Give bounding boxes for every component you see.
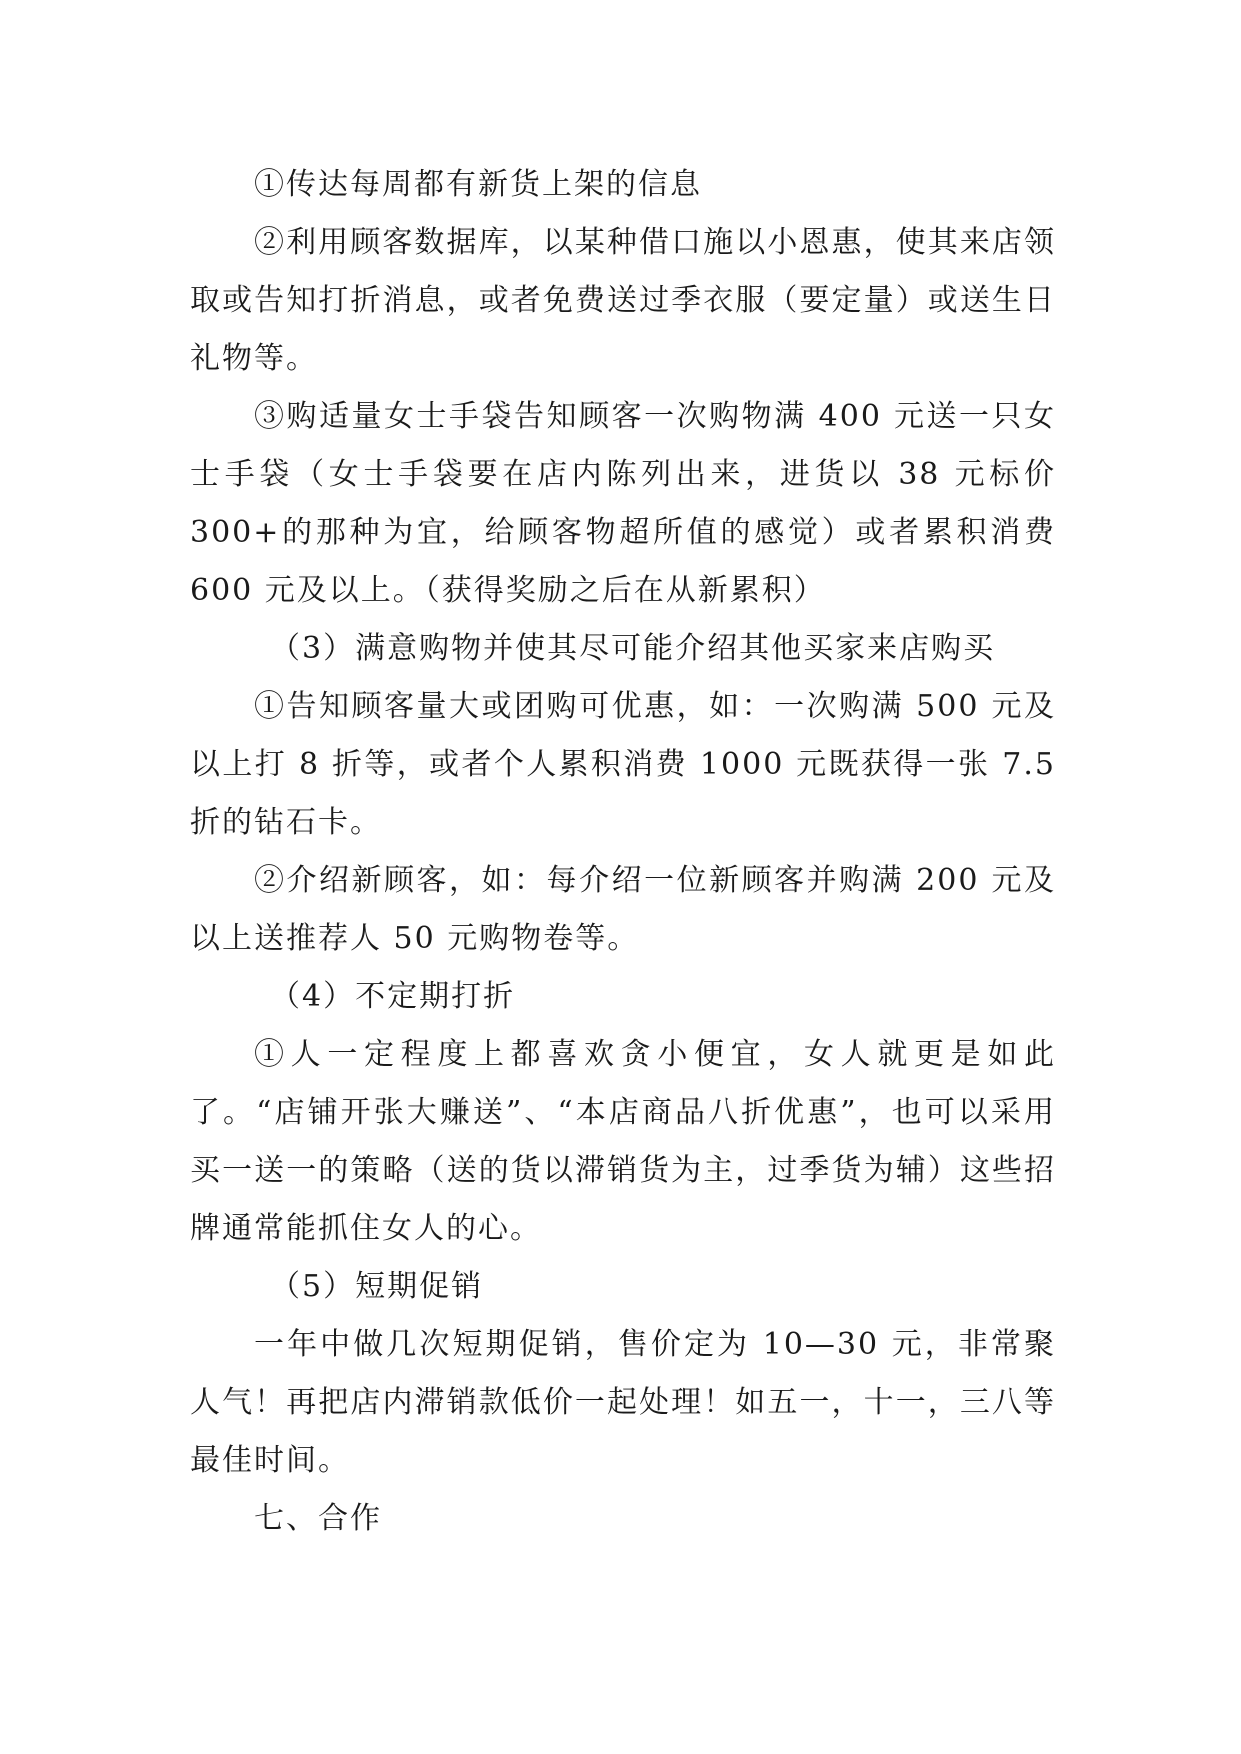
paragraph-item-3-handbag: ③购适量女士手袋告知顾客一次购物满 400 元送一只女士手袋（女士手袋要在店内陈列出来，进货以 38 元标价 300+的那种为宜，给顾客物超所值的感觉）或者累积消费 600 元及以上。（获得奖励之后在从新累积） (190, 399, 1056, 608)
section-heading-5: （5）短期促销 (270, 1269, 484, 1304)
paragraph-short-promotion: 一年中做几次短期促销，售价定为 10—30 元，非常聚人气！再把店内滞销款低价一起处理！如五一，十一，三八等最佳时间。 (190, 1327, 1056, 1478)
chapter-heading-cooperation: 七、合作 (254, 1501, 382, 1536)
paragraph-group-discount: ①告知顾客量大或团购可优惠，如：一次购满 500 元及以上打 8 折等，或者个人累积消费 1000 元既获得一张 7.5 折的钻石卡。 (190, 689, 1056, 840)
paragraph-referral: ②介绍新顾客，如：每介绍一位新顾客并购满 200 元及以上送推荐人 50 元购物卷等。 (190, 863, 1056, 956)
document-page (190, 156, 1056, 1548)
section-heading-4: （4）不定期打折 (270, 979, 516, 1014)
paragraph-item-1-notice: ①传达每周都有新货上架的信息 (254, 167, 702, 202)
section-heading-3: （3）满意购物并使其尽可能介绍其他买家来店购买 (270, 631, 996, 666)
paragraph-item-2-database: ②利用顾客数据库，以某种借口施以小恩惠，使其来店领取或告知打折消息，或者免费送过季衣服（要定量）或送生日礼物等。 (190, 225, 1056, 376)
paragraph-irregular-discount: ①人一定程度上都喜欢贪小便宜，女人就更是如此了。“店铺开张大赚送”、“本店商品八折优惠”，也可以采用买一送一的策略（送的货以滞销货为主，过季货为辅）这些招牌通常能抓住女人的心。 (190, 1037, 1056, 1246)
